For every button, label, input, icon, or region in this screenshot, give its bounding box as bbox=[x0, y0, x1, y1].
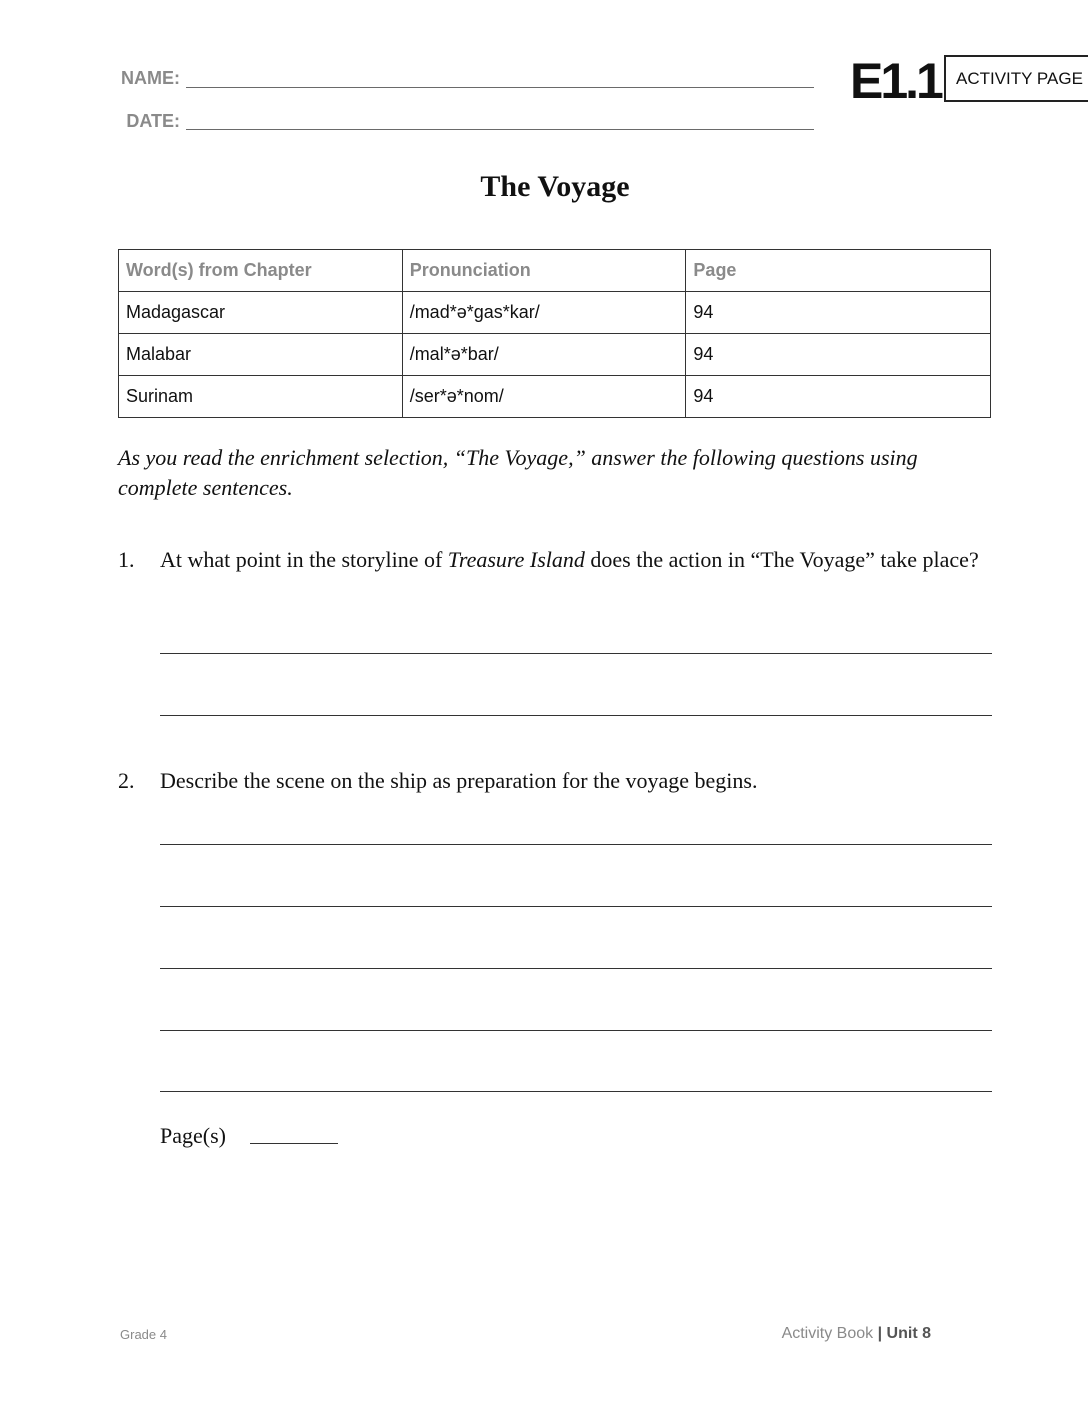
date-label: DATE: bbox=[126, 111, 180, 131]
question-1-text-start: At what point in the storyline of bbox=[160, 547, 448, 572]
answer-line[interactable] bbox=[160, 906, 992, 907]
footer-separator: | bbox=[877, 1325, 883, 1342]
column-header-word: Word(s) from Chapter bbox=[119, 250, 403, 292]
question-1-text-end: does the action in “The Voyage” take place? bbox=[584, 547, 979, 572]
table-cell-page: 94 bbox=[686, 376, 991, 418]
activity-page-label: ACTIVITY PAGE bbox=[956, 68, 1083, 88]
table-cell-word: Malabar bbox=[119, 334, 403, 376]
question-1-text bbox=[160, 545, 1000, 575]
activity-code: E1.1 bbox=[850, 53, 941, 109]
table-cell-page: 94 bbox=[686, 334, 991, 376]
table-cell-word: Surinam bbox=[119, 376, 403, 418]
table-cell-page: 94 bbox=[686, 292, 991, 334]
table-row bbox=[119, 334, 991, 376]
table-cell-word: Madagascar bbox=[119, 292, 403, 334]
table-row bbox=[119, 292, 991, 334]
answer-line[interactable] bbox=[160, 715, 992, 716]
table-header-row bbox=[119, 250, 991, 292]
activity-page-badge bbox=[944, 55, 1088, 102]
answer-line[interactable] bbox=[160, 968, 992, 969]
table-cell-pronunciation: /mal*ə*bar/ bbox=[402, 334, 686, 376]
table-row bbox=[119, 376, 991, 418]
question-1-number: 1. bbox=[118, 547, 135, 572]
footer-book: Activity Book bbox=[781, 1325, 874, 1342]
answer-line[interactable] bbox=[160, 1091, 992, 1092]
question-2-number: 2. bbox=[118, 768, 135, 793]
name-label: NAME: bbox=[121, 68, 180, 88]
column-header-pronunciation: Pronunciation bbox=[402, 250, 686, 292]
date-field[interactable] bbox=[186, 129, 814, 130]
footer-unit: Unit 8 bbox=[886, 1325, 931, 1342]
name-field[interactable] bbox=[186, 87, 814, 88]
answer-line[interactable] bbox=[160, 1030, 992, 1031]
footer-grade: Grade 4 bbox=[120, 1327, 167, 1342]
vocab-table bbox=[118, 249, 991, 418]
page-title: The Voyage bbox=[480, 170, 630, 203]
footer-book-unit bbox=[700, 1325, 931, 1343]
pages-field[interactable] bbox=[250, 1143, 338, 1144]
pages-label: Page(s) bbox=[160, 1123, 226, 1148]
question-2-text: Describe the scene on the ship as preparation for the voyage begins. bbox=[160, 768, 758, 793]
instructions: As you read the enrichment selection, “The Voyage,” answer the following questions using complete sentences. bbox=[118, 445, 918, 500]
table-cell-pronunciation: /ser*ə*nom/ bbox=[402, 376, 686, 418]
answer-line[interactable] bbox=[160, 844, 992, 845]
table-cell-pronunciation: /mad*ə*gas*kar/ bbox=[402, 292, 686, 334]
book-title: Treasure Island bbox=[447, 547, 585, 572]
answer-line[interactable] bbox=[160, 653, 992, 654]
column-header-page: Page bbox=[686, 250, 991, 292]
